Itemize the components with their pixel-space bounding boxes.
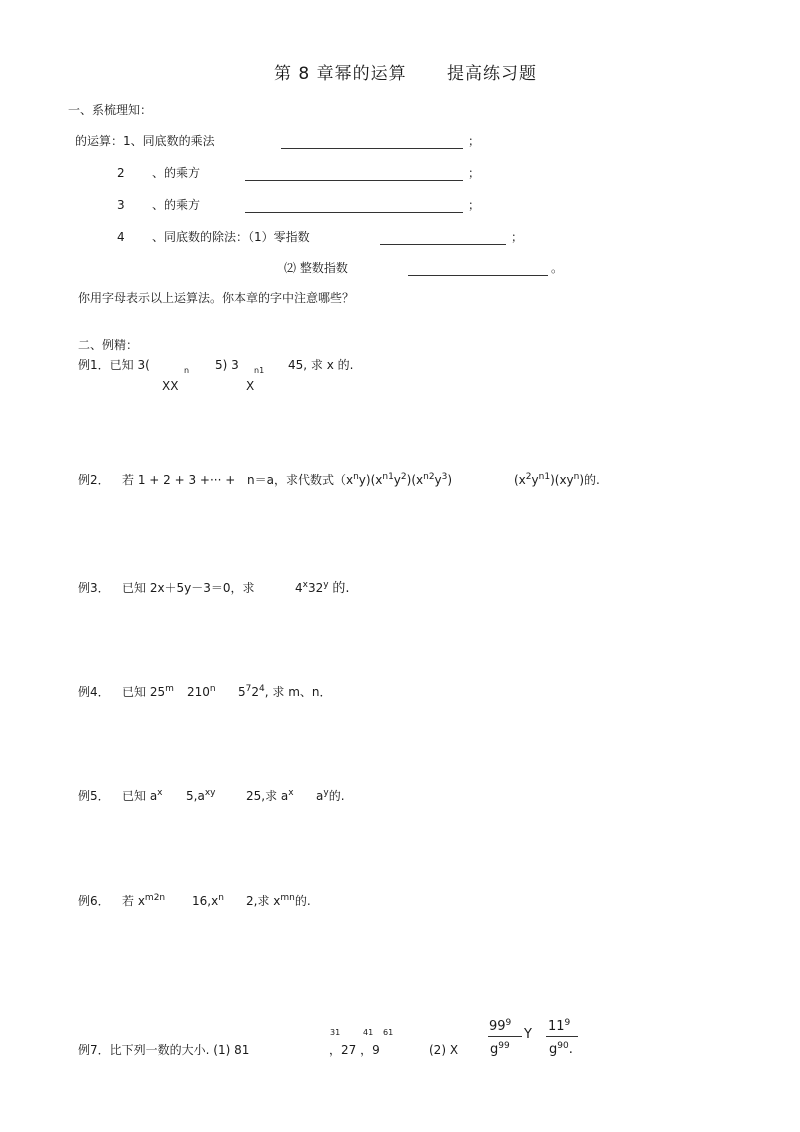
ex7-frac2-num: $11^9$ bbox=[548, 1018, 571, 1034]
ex1-mid: 5) 3 bbox=[215, 358, 239, 372]
item2-label: 、的乘方 bbox=[152, 166, 201, 180]
ex2-text: 若 1 + 2 + 3 +··· + bbox=[122, 473, 236, 487]
ex2-label: 例2． bbox=[78, 473, 110, 487]
ex7-exp-31: 31 bbox=[330, 1028, 341, 1037]
item3-blank bbox=[245, 212, 463, 213]
ex3-label: 例3． bbox=[78, 581, 110, 595]
ex6-mid: $16,x^n$ bbox=[192, 893, 224, 908]
section1-question: 你用字母表示以上运算法。你本章的字中注意哪些？ bbox=[78, 291, 355, 305]
ex1-end: 45, 求 x 的. bbox=[288, 358, 354, 372]
item3-num: 3 bbox=[117, 198, 125, 212]
ex4-end: $5^72^4$, 求 m、n． bbox=[238, 684, 332, 699]
item4-end: ； bbox=[511, 230, 524, 244]
ex7-frac1-num: $99^9$ bbox=[489, 1018, 512, 1034]
ex7-frac1-den: $g^{99}$ bbox=[490, 1041, 510, 1057]
ex3-expression: 4$^x$32$^y$ 的. bbox=[295, 580, 350, 596]
ex2-expression-2: $(x^2y^{n1})(xy^n)$的. bbox=[514, 472, 600, 487]
section1-heading: 一、系梳理知： bbox=[68, 103, 153, 117]
item5-end: 。 bbox=[551, 261, 564, 275]
ex7-y: Y bbox=[524, 1027, 532, 1042]
section2-heading: 二、例精： bbox=[78, 338, 139, 352]
item3-end: ； bbox=[468, 198, 481, 212]
item4-label: 、同底数的除法：（1）零指数 bbox=[152, 230, 310, 244]
item5-blank bbox=[408, 275, 548, 276]
item2-end: ； bbox=[468, 166, 481, 180]
ex7-part2: (2) X bbox=[429, 1043, 459, 1057]
ex4-label: 例4． bbox=[78, 685, 110, 699]
ex1-label: 例1．已知 3( bbox=[78, 358, 150, 372]
ex6-text: 若 $x^{m2n}$ bbox=[122, 893, 166, 908]
ex3-text: 已知 2x＋5y－3＝0，求 bbox=[122, 581, 255, 595]
ex5-text: 已知 $a^x$ bbox=[122, 788, 163, 803]
item4-num: 4 bbox=[117, 230, 125, 244]
ex4-mid: 210$^n$ bbox=[187, 684, 216, 699]
ex5-label: 例5． bbox=[78, 789, 110, 803]
ex6-end: 2,求 $x^{mn}$的. bbox=[246, 893, 311, 908]
ex7-label: 例7．比下列一数的大小. (1) 81 bbox=[78, 1043, 250, 1057]
item5-label: ⑵ 整数指数 bbox=[284, 261, 348, 275]
ex7-frac2-line bbox=[546, 1036, 578, 1037]
item2-blank bbox=[245, 180, 463, 181]
ex1-exp-n: n bbox=[184, 366, 190, 375]
item1-blank bbox=[281, 148, 463, 149]
page-subtitle: 提高练习题 bbox=[447, 64, 537, 84]
ex2-expression: n＝a，求代数式$(x^ny)(x^{n1}y^2)(x^{n2}y^3)$ bbox=[247, 472, 453, 487]
ex1-sub-xx: XX bbox=[162, 379, 179, 393]
ex1-sub-x: X bbox=[246, 379, 255, 393]
item1-label: 的运算：1、同底数的乘法 bbox=[75, 134, 215, 148]
item3-label: 、的乘方 bbox=[152, 198, 201, 212]
item2-num: 2 bbox=[117, 166, 125, 180]
item1-end: ； bbox=[468, 134, 481, 148]
ex4-text: 已知 25$^m$ bbox=[122, 684, 174, 699]
item4-blank bbox=[380, 244, 506, 245]
ex6-label: 例6． bbox=[78, 894, 110, 908]
ex7-bases: ，27 ，9 bbox=[329, 1043, 380, 1057]
page-title: 第 8 章幂的运算 bbox=[274, 64, 407, 84]
ex5-mid: $5,a^{xy}$ bbox=[186, 788, 216, 803]
ex7-frac1-line bbox=[488, 1036, 522, 1037]
ex5-end-2: $a^y$的. bbox=[316, 788, 345, 803]
ex5-end: 25,求 $a^x$ bbox=[246, 788, 294, 803]
ex7-frac2-den: $g^{90}$. bbox=[549, 1041, 573, 1057]
ex7-exp-61: 61 bbox=[383, 1028, 394, 1037]
ex7-exp-41: 41 bbox=[363, 1028, 374, 1037]
ex1-exp-n1: n1 bbox=[254, 366, 265, 375]
